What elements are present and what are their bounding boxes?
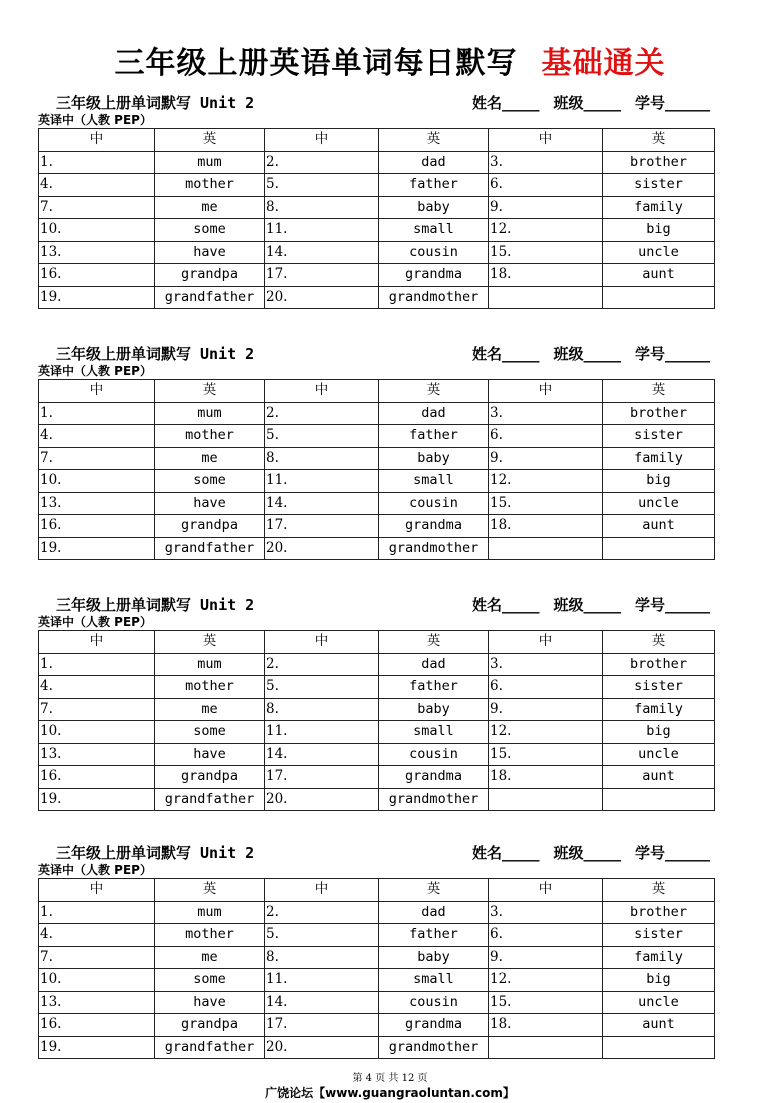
page-title <box>0 38 780 82</box>
table-row <box>39 515 715 538</box>
column-header: 中 <box>265 879 379 902</box>
answer-cell[interactable]: 2. <box>265 402 379 425</box>
answer-cell[interactable]: 4. <box>39 174 155 197</box>
table-row <box>39 470 715 493</box>
column-header: 英 <box>603 879 715 902</box>
word-cell: have <box>155 492 265 515</box>
section-header <box>38 90 714 112</box>
word-cell: mum <box>155 653 265 676</box>
answer-cell[interactable]: 18. <box>489 1014 603 1037</box>
name-field[interactable]: 姓名_____ <box>471 345 540 363</box>
word-cell: sister <box>603 924 715 947</box>
word-cell: mother <box>155 174 265 197</box>
answer-cell[interactable]: 3. <box>489 151 603 174</box>
word-cell: big <box>603 969 715 992</box>
answer-cell[interactable]: 9. <box>489 196 603 219</box>
answer-cell[interactable]: 12. <box>489 470 603 493</box>
column-header: 中 <box>265 380 379 403</box>
word-cell: some <box>155 470 265 493</box>
word-cell: some <box>155 969 265 992</box>
answer-cell[interactable]: 6. <box>489 676 603 699</box>
word-cell: some <box>155 219 265 242</box>
table-row <box>39 743 715 766</box>
table-row <box>39 969 715 992</box>
student-fields <box>458 842 710 863</box>
word-cell: father <box>379 174 489 197</box>
answer-cell[interactable]: 10. <box>39 969 155 992</box>
answer-cell[interactable]: 5. <box>265 425 379 448</box>
answer-cell[interactable]: 19. <box>39 537 155 560</box>
answer-cell[interactable]: 7. <box>39 447 155 470</box>
word-cell: me <box>155 447 265 470</box>
table-row <box>39 676 715 699</box>
answer-cell[interactable]: 13. <box>39 492 155 515</box>
table-header-row <box>39 879 715 902</box>
word-cell: father <box>379 425 489 448</box>
answer-cell[interactable]: 13. <box>39 743 155 766</box>
word-cell: grandmother <box>379 788 489 811</box>
name-field[interactable]: 姓名_____ <box>471 94 540 112</box>
column-header: 英 <box>379 631 489 654</box>
word-cell: grandfather <box>155 537 265 560</box>
answer-cell[interactable]: 20. <box>265 1036 379 1059</box>
column-header: 中 <box>39 380 155 403</box>
answer-cell[interactable]: 11. <box>265 219 379 242</box>
name-field[interactable]: 姓名_____ <box>471 596 540 614</box>
answer-cell[interactable] <box>489 286 603 309</box>
site-footer: 广饶论坛【www.guangraoluntan.com】 <box>265 1086 515 1100</box>
answer-cell[interactable]: 10. <box>39 219 155 242</box>
column-header: 中 <box>39 879 155 902</box>
answer-cell[interactable]: 16. <box>39 1014 155 1037</box>
column-header: 中 <box>489 631 603 654</box>
table-row <box>39 653 715 676</box>
answer-cell[interactable]: 17. <box>265 515 379 538</box>
word-cell: have <box>155 743 265 766</box>
word-cell: sister <box>603 425 715 448</box>
word-cell: grandmother <box>379 537 489 560</box>
word-cell: sister <box>603 676 715 699</box>
table-row <box>39 901 715 924</box>
column-header: 英 <box>379 129 489 152</box>
answer-cell[interactable]: 20. <box>265 537 379 560</box>
word-cell: brother <box>603 151 715 174</box>
answer-cell[interactable]: 12. <box>489 721 603 744</box>
student-id-field[interactable]: 学号______ <box>634 345 710 363</box>
word-table <box>38 630 715 811</box>
column-header: 英 <box>155 380 265 403</box>
section-subtitle: 英译中（人教 PEP） <box>38 615 152 629</box>
answer-cell[interactable]: 14. <box>265 492 379 515</box>
answer-cell[interactable]: 14. <box>265 743 379 766</box>
page-number: 第 4 页 共 12 页 <box>352 1073 428 1084</box>
word-cell <box>603 286 715 309</box>
table-row <box>39 151 715 174</box>
answer-cell[interactable]: 1. <box>39 653 155 676</box>
word-cell: some <box>155 721 265 744</box>
class-field[interactable]: 班级_____ <box>553 844 621 862</box>
answer-cell[interactable]: 9. <box>489 447 603 470</box>
table-row <box>39 196 715 219</box>
word-cell: small <box>379 721 489 744</box>
word-cell: brother <box>603 653 715 676</box>
answer-cell[interactable]: 8. <box>265 196 379 219</box>
answer-cell[interactable]: 10. <box>39 721 155 744</box>
column-header: 中 <box>39 631 155 654</box>
word-cell: grandma <box>379 766 489 789</box>
table-header-row <box>39 380 715 403</box>
answer-cell[interactable]: 20. <box>265 788 379 811</box>
answer-cell[interactable]: 18. <box>489 264 603 287</box>
word-cell: cousin <box>379 492 489 515</box>
word-cell: mother <box>155 425 265 448</box>
section-header <box>38 592 714 614</box>
answer-cell[interactable]: 15. <box>489 991 603 1014</box>
table-row <box>39 698 715 721</box>
word-cell: dad <box>379 901 489 924</box>
table-row <box>39 219 715 242</box>
table-row <box>39 174 715 197</box>
word-cell: me <box>155 946 265 969</box>
word-cell: father <box>379 924 489 947</box>
word-cell <box>603 1036 715 1059</box>
word-cell: mum <box>155 901 265 924</box>
table-row <box>39 241 715 264</box>
class-field[interactable]: 班级_____ <box>553 345 621 363</box>
answer-cell[interactable]: 14. <box>265 991 379 1014</box>
answer-cell[interactable]: 19. <box>39 788 155 811</box>
answer-cell[interactable]: 17. <box>265 766 379 789</box>
section-subtitle: 英译中（人教 PEP） <box>38 113 152 127</box>
dictation-section <box>38 840 714 1059</box>
answer-cell[interactable]: 19. <box>39 1036 155 1059</box>
dictation-section <box>38 341 714 560</box>
word-table <box>38 128 715 309</box>
answer-cell[interactable]: 2. <box>265 151 379 174</box>
table-row <box>39 788 715 811</box>
word-cell: aunt <box>603 1014 715 1037</box>
word-cell: uncle <box>603 991 715 1014</box>
word-cell: uncle <box>603 241 715 264</box>
answer-cell[interactable]: 15. <box>489 241 603 264</box>
word-cell: me <box>155 698 265 721</box>
answer-cell[interactable]: 11. <box>265 969 379 992</box>
word-cell: aunt <box>603 515 715 538</box>
table-row <box>39 924 715 947</box>
word-cell: big <box>603 470 715 493</box>
word-cell: grandpa <box>155 264 265 287</box>
answer-cell[interactable]: 7. <box>39 946 155 969</box>
section-subtitle: 英译中（人教 PEP） <box>38 364 152 378</box>
student-fields <box>458 92 710 113</box>
word-cell: brother <box>603 402 715 425</box>
table-row <box>39 264 715 287</box>
table-row <box>39 766 715 789</box>
table-row <box>39 492 715 515</box>
word-cell: family <box>603 698 715 721</box>
answer-cell[interactable]: 6. <box>489 174 603 197</box>
answer-cell[interactable]: 12. <box>489 969 603 992</box>
table-row <box>39 991 715 1014</box>
answer-cell[interactable]: 20. <box>265 286 379 309</box>
student-fields <box>458 594 710 615</box>
column-header: 中 <box>489 879 603 902</box>
word-cell: dad <box>379 151 489 174</box>
column-header: 英 <box>155 879 265 902</box>
answer-cell[interactable]: 13. <box>39 241 155 264</box>
word-cell: baby <box>379 447 489 470</box>
answer-cell[interactable]: 3. <box>489 901 603 924</box>
answer-cell[interactable]: 5. <box>265 924 379 947</box>
word-cell: grandfather <box>155 1036 265 1059</box>
table-row <box>39 447 715 470</box>
column-header: 英 <box>155 631 265 654</box>
student-fields <box>458 343 710 364</box>
answer-cell[interactable]: 15. <box>489 492 603 515</box>
section-title: 三年级上册单词默写 Unit 2 <box>56 596 255 614</box>
answer-cell[interactable]: 13. <box>39 991 155 1014</box>
table-row <box>39 402 715 425</box>
class-field[interactable]: 班级_____ <box>553 596 621 614</box>
word-cell: small <box>379 470 489 493</box>
column-header: 中 <box>489 380 603 403</box>
answer-cell[interactable]: 16. <box>39 264 155 287</box>
table-row <box>39 1036 715 1059</box>
column-header: 中 <box>489 129 603 152</box>
word-cell: grandmother <box>379 1036 489 1059</box>
word-cell: grandma <box>379 1014 489 1037</box>
word-cell: mum <box>155 151 265 174</box>
column-header: 中 <box>39 129 155 152</box>
word-cell: aunt <box>603 264 715 287</box>
student-id-field[interactable]: 学号______ <box>634 94 710 112</box>
word-cell: father <box>379 676 489 699</box>
table-row <box>39 946 715 969</box>
answer-cell[interactable] <box>489 1036 603 1059</box>
word-cell: baby <box>379 946 489 969</box>
answer-cell[interactable]: 1. <box>39 901 155 924</box>
answer-cell[interactable]: 6. <box>489 924 603 947</box>
answer-cell[interactable]: 15. <box>489 743 603 766</box>
column-header: 英 <box>379 380 489 403</box>
answer-cell[interactable]: 2. <box>265 653 379 676</box>
answer-cell[interactable]: 9. <box>489 946 603 969</box>
answer-cell[interactable]: 6. <box>489 425 603 448</box>
table-row <box>39 425 715 448</box>
answer-cell[interactable]: 7. <box>39 196 155 219</box>
answer-cell[interactable]: 16. <box>39 515 155 538</box>
answer-cell[interactable]: 4. <box>39 676 155 699</box>
answer-cell[interactable] <box>489 537 603 560</box>
column-header: 中 <box>265 631 379 654</box>
word-cell: have <box>155 991 265 1014</box>
column-header: 英 <box>155 129 265 152</box>
answer-cell[interactable]: 18. <box>489 515 603 538</box>
answer-cell[interactable] <box>489 788 603 811</box>
word-cell: dad <box>379 653 489 676</box>
answer-cell[interactable]: 16. <box>39 766 155 789</box>
word-cell: have <box>155 241 265 264</box>
table-header-row <box>39 129 715 152</box>
word-cell: big <box>603 219 715 242</box>
table-row <box>39 537 715 560</box>
section-title: 三年级上册单词默写 Unit 2 <box>56 844 255 862</box>
word-cell: baby <box>379 196 489 219</box>
word-cell: mum <box>155 402 265 425</box>
word-table <box>38 379 715 560</box>
table-row <box>39 286 715 309</box>
answer-cell[interactable]: 3. <box>489 653 603 676</box>
word-cell: big <box>603 721 715 744</box>
answer-cell[interactable]: 2. <box>265 901 379 924</box>
column-header: 英 <box>379 879 489 902</box>
column-header: 英 <box>603 129 715 152</box>
answer-cell[interactable]: 9. <box>489 698 603 721</box>
column-header: 中 <box>265 129 379 152</box>
student-id-field[interactable]: 学号______ <box>634 844 710 862</box>
word-cell: cousin <box>379 991 489 1014</box>
word-cell: grandpa <box>155 1014 265 1037</box>
answer-cell[interactable]: 5. <box>265 174 379 197</box>
answer-cell[interactable]: 8. <box>265 946 379 969</box>
answer-cell[interactable]: 4. <box>39 924 155 947</box>
section-title: 三年级上册单词默写 Unit 2 <box>56 345 255 363</box>
answer-cell[interactable]: 3. <box>489 402 603 425</box>
answer-cell[interactable]: 12. <box>489 219 603 242</box>
answer-cell[interactable]: 11. <box>265 470 379 493</box>
dictation-section <box>38 90 714 309</box>
answer-cell[interactable]: 1. <box>39 151 155 174</box>
word-cell: grandpa <box>155 766 265 789</box>
dictation-section <box>38 592 714 811</box>
word-cell: family <box>603 447 715 470</box>
section-title: 三年级上册单词默写 Unit 2 <box>56 94 255 112</box>
word-cell: grandma <box>379 515 489 538</box>
column-header: 英 <box>603 631 715 654</box>
word-cell: me <box>155 196 265 219</box>
answer-cell[interactable]: 7. <box>39 698 155 721</box>
word-cell: uncle <box>603 492 715 515</box>
word-table <box>38 878 715 1059</box>
word-cell: brother <box>603 901 715 924</box>
section-header <box>38 840 714 862</box>
word-cell <box>603 537 715 560</box>
answer-cell[interactable]: 5. <box>265 676 379 699</box>
answer-cell[interactable]: 11. <box>265 721 379 744</box>
title-main: 三年级上册英语单词每日默写 <box>114 46 518 81</box>
answer-cell[interactable]: 17. <box>265 1014 379 1037</box>
word-cell: grandpa <box>155 515 265 538</box>
word-cell: mother <box>155 676 265 699</box>
word-cell: uncle <box>603 743 715 766</box>
column-header: 英 <box>603 380 715 403</box>
title-highlight: 基础通关 <box>541 46 666 81</box>
word-cell: grandmother <box>379 286 489 309</box>
answer-cell[interactable]: 10. <box>39 470 155 493</box>
answer-cell[interactable]: 8. <box>265 698 379 721</box>
table-row <box>39 1014 715 1037</box>
section-header <box>38 341 714 363</box>
word-cell: grandfather <box>155 788 265 811</box>
word-cell <box>603 788 715 811</box>
answer-cell[interactable]: 8. <box>265 447 379 470</box>
word-cell: cousin <box>379 241 489 264</box>
table-row <box>39 721 715 744</box>
word-cell: family <box>603 946 715 969</box>
word-cell: mother <box>155 924 265 947</box>
word-cell: grandma <box>379 264 489 287</box>
name-field[interactable]: 姓名_____ <box>471 844 540 862</box>
word-cell: dad <box>379 402 489 425</box>
class-field[interactable]: 班级_____ <box>553 94 621 112</box>
section-subtitle: 英译中（人教 PEP） <box>38 863 152 877</box>
answer-cell[interactable]: 19. <box>39 286 155 309</box>
word-cell: small <box>379 219 489 242</box>
answer-cell[interactable]: 1. <box>39 402 155 425</box>
answer-cell[interactable]: 4. <box>39 425 155 448</box>
answer-cell[interactable]: 18. <box>489 766 603 789</box>
word-cell: sister <box>603 174 715 197</box>
word-cell: small <box>379 969 489 992</box>
student-id-field[interactable]: 学号______ <box>634 596 710 614</box>
word-cell: baby <box>379 698 489 721</box>
word-cell: cousin <box>379 743 489 766</box>
table-header-row <box>39 631 715 654</box>
word-cell: family <box>603 196 715 219</box>
word-cell: grandfather <box>155 286 265 309</box>
word-cell: aunt <box>603 766 715 789</box>
answer-cell[interactable]: 14. <box>265 241 379 264</box>
answer-cell[interactable]: 17. <box>265 264 379 287</box>
